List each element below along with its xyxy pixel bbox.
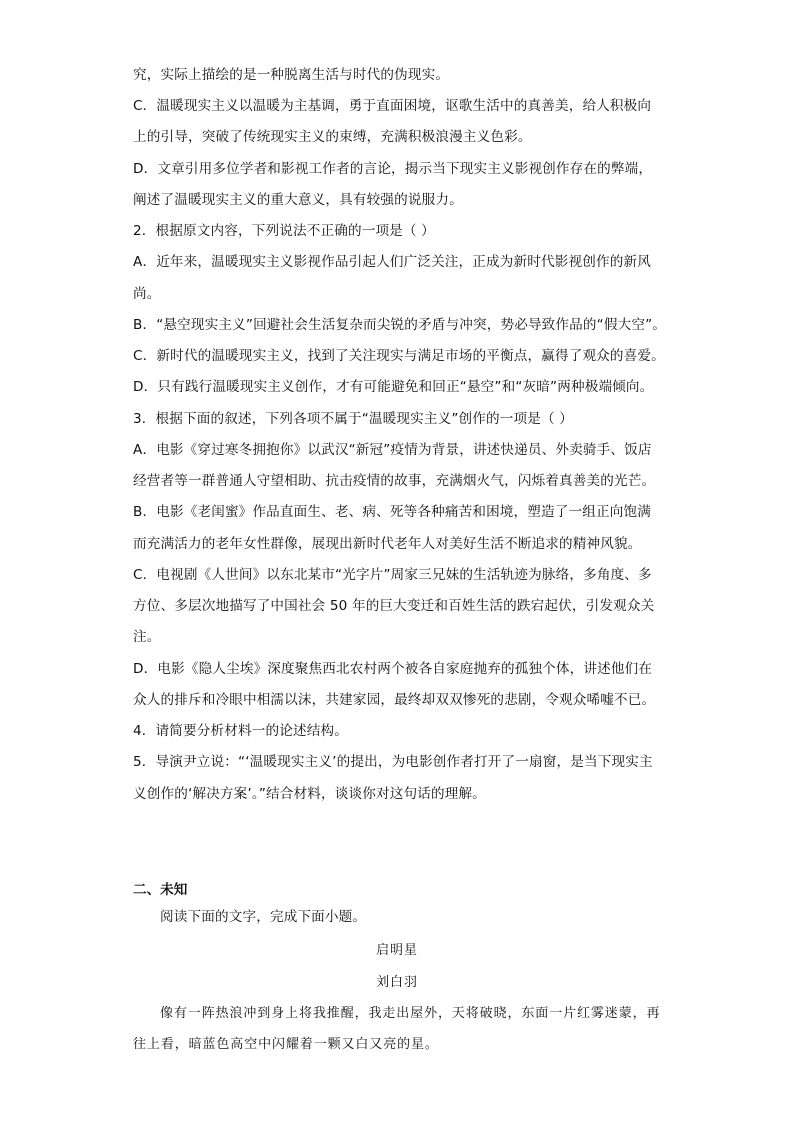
- text-line: 阐述了温暖现实主义的重大意义，具有较强的说服力。: [133, 192, 463, 208]
- story-paragraph-line: 往上看，暗蓝色高空中闪耀着一颗又白又亮的星。: [133, 1037, 439, 1052]
- option-b-line: B．电影《老闺蜜》作品直面生、老、病、死等各种痛苦和困境，塑造了一组正向饱满: [133, 504, 651, 520]
- text-line: 而充满活力的老年女性群像，展现出新时代老年人对美好生活不断追求的精神风貌。: [133, 536, 642, 552]
- instruction-text: 阅读下面的文字，完成下面小题。: [160, 909, 367, 925]
- text-line: 经营者等一群普通人守望相助、抗击疫情的故事，充满烟火气，闪烁着真善美的光芒。: [133, 473, 656, 489]
- text-line: 究，实际上描绘的是一种脱离生活与时代的伪现实。: [133, 67, 450, 83]
- option-d-line: D．文章引用多位学者和影视工作者的言论，揭示当下现实主义影视创作存在的弊端，: [133, 161, 653, 177]
- text-line: 注。: [133, 629, 161, 645]
- question-3: 3．根据下面的叙述，下列各项不属于“温暖现实主义”创作的一项是（ ）: [133, 411, 573, 427]
- option-b-line: B．“悬空现实主义”回避社会生活复杂而尖锐的矛盾与冲突，势必导致作品的“假大空”。: [133, 317, 667, 333]
- option-d-line: D．电影《隐人尘埃》深度聚焦西北农村两个被各自家庭抛弃的孤独个体，讲述他们在: [133, 661, 653, 677]
- section-heading: 二、未知: [133, 882, 188, 898]
- question-5: 5．导演尹立说：“‘温暖现实主义’的提出，为电影创作者打开了一扇窗，是当下现实主: [133, 754, 653, 770]
- question-4: 4．请简要分析材料一的论述结构。: [133, 723, 348, 739]
- story-title: 启明星: [376, 943, 418, 958]
- text-line: 方位、多层次地描写了中国社会 50 年的巨大变迁和百姓生活的跌宕起伏，引发观众关: [133, 598, 655, 614]
- option-d-line: D．只有践行温暖现实主义创作，才有可能避免和回正“悬空”和“灰暗”两种极端倾向。: [133, 379, 654, 395]
- text-line: 义创作的‘解决方案’。”结合材料，谈谈你对这句话的理解。: [133, 786, 486, 802]
- option-a-line: A．电影《穿过寒冬拥抱你》以武汉“新冠”疫情为背景，讲述快递员、外卖骑手、饭店: [133, 442, 652, 458]
- option-c-line: C．电视剧《人世间》以东北某市“光字片”周家三兄妹的生活轨迹为脉络，多角度、多: [133, 567, 652, 583]
- option-c-line: C．温暖现实主义以温暖为主基调，勇于直面困境，讴歌生活中的真善美，给人积极向: [133, 98, 652, 114]
- question-2: 2．根据原文内容，下列说法不正确的一项是（ ）: [133, 223, 435, 239]
- text-line: 上的引导，突破了传统现实主义的束缚，充满积极浪漫主义色彩。: [133, 129, 532, 145]
- option-c-line: C．新时代的温暖现实主义，找到了关注现实与满足市场的平衡点，赢得了观众的喜爱。: [133, 348, 665, 364]
- story-author: 刘白羽: [376, 975, 418, 990]
- text-line: 众人的排斥和冷眼中相濡以沫，共建家园，最终却双双惨死的悲剧，令观众唏嘘不已。: [133, 692, 656, 708]
- option-a-line: A．近年来，温暖现实主义影视作品引起人们广泛关注，正成为新时代影视创作的新风: [133, 254, 651, 270]
- story-paragraph-line: 像有一阵热浪冲到身上将我推醒，我走出屋外，天将破晓，东面一片红雾迷蒙，再: [160, 1006, 661, 1021]
- text-line: 尚。: [133, 286, 161, 302]
